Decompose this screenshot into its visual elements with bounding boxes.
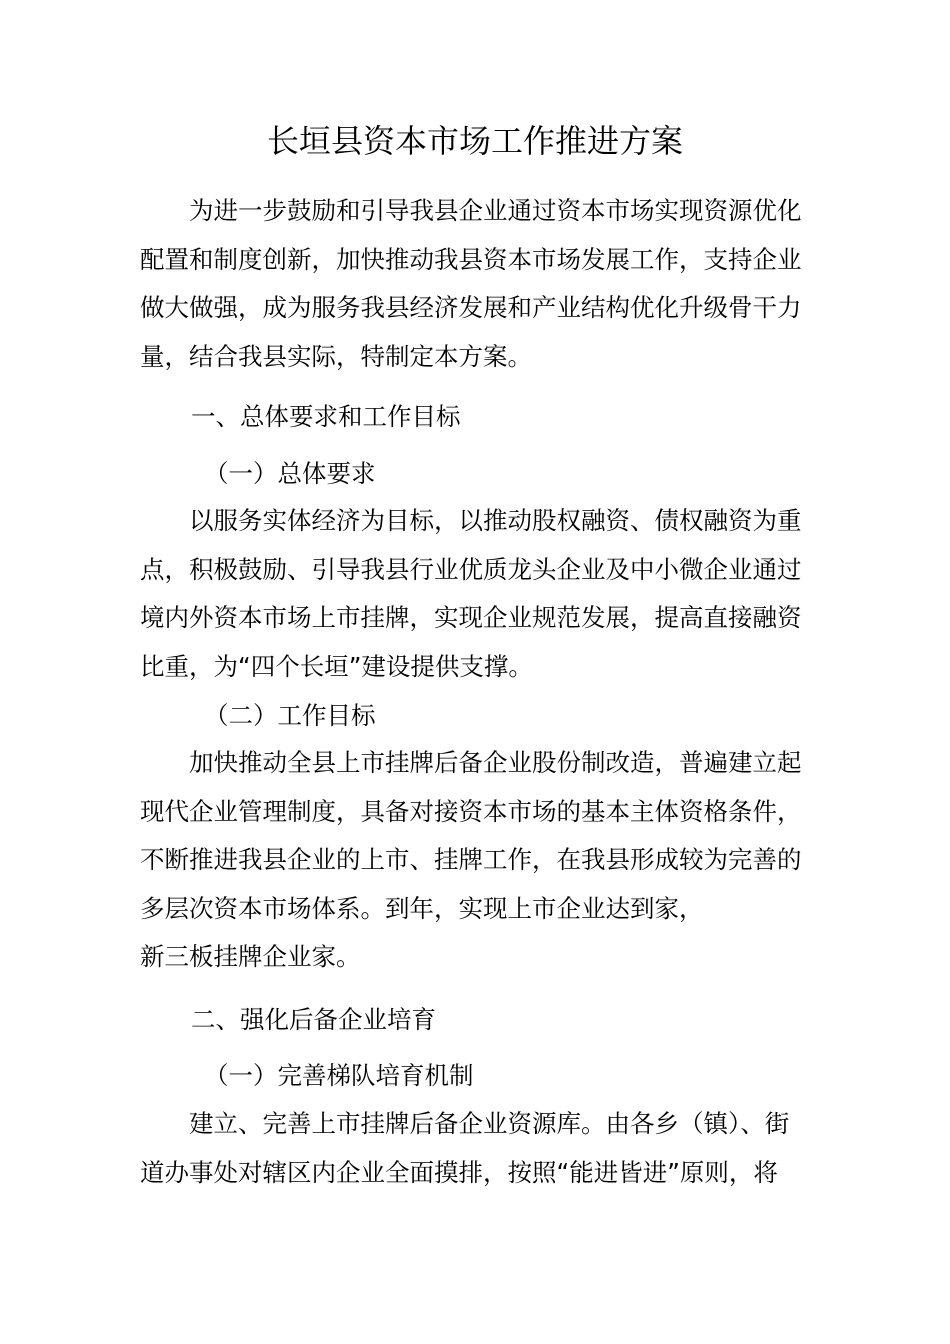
intro-line-3: 做大做强，成为服务我县经济发展和产业结构优化升级骨干力 <box>140 293 802 323</box>
section-1-sub-1-heading: （一）总体要求 <box>204 459 376 488</box>
sub2-line-5: 新三板挂牌企业家。 <box>140 942 361 972</box>
section-2-sub-1-heading: （一）完善梯队培育机制 <box>204 1061 474 1090</box>
sub1-line-1: 以服务实体经济为目标，以推动股权融资、债权融资为重 <box>189 506 802 535</box>
sub2-line-1: 加快推动全县上市挂牌后备企业股份制改造，普遍建立起 <box>189 748 802 777</box>
sub2-line-3: 不断推进我县企业的上市、挂牌工作，在我县形成较为完善的 <box>140 845 802 875</box>
sub1-line-2: 点，积极鼓励、引导我县行业优质龙头企业及中小微企业通过 <box>140 554 802 584</box>
section-2-heading: 二、强化后备企业培育 <box>191 1005 436 1034</box>
sub2-line-2: 现代企业管理制度，具备对接资本市场的基本主体资格条件， <box>140 796 802 826</box>
s2sub1-line-2: 道办事处对辖区内企业全面摸排，按照“能进皆进”原则，将 <box>140 1157 778 1187</box>
sub2-line-4: 多层次资本市场体系。到年，实现上市企业达到家， <box>140 893 704 923</box>
sub1-line-3: 境内外资本市场上市挂牌，实现企业规范发展，提高直接融资 <box>140 603 802 633</box>
section-1-sub-1-paragraph <box>140 497 812 691</box>
intro-line-4: 量，结合我县实际，特制定本方案。 <box>140 341 532 371</box>
intro-line-2: 配置和制度创新，加快推动我县资本市场发展工作，支持企业 <box>140 244 802 274</box>
section-2-sub-1-paragraph <box>140 1100 812 1197</box>
s2sub1-line-1: 建立、完善上市挂牌后备企业资源库。由各乡（镇）、街 <box>189 1109 790 1138</box>
section-1-sub-2-heading: （二）工作目标 <box>204 701 376 730</box>
intro-paragraph <box>140 187 812 381</box>
section-1-sub-2-paragraph <box>140 739 812 982</box>
document-title: 长垣县资本市场工作推进方案 <box>266 122 683 160</box>
sub1-line-4: 比重，为“四个长垣”建设提供支撑。 <box>140 651 533 681</box>
intro-line-1: 为进一步鼓励和引导我县企业通过资本市场实现资源优化 <box>189 196 802 225</box>
section-1-heading: 一、总体要求和工作目标 <box>191 402 461 431</box>
